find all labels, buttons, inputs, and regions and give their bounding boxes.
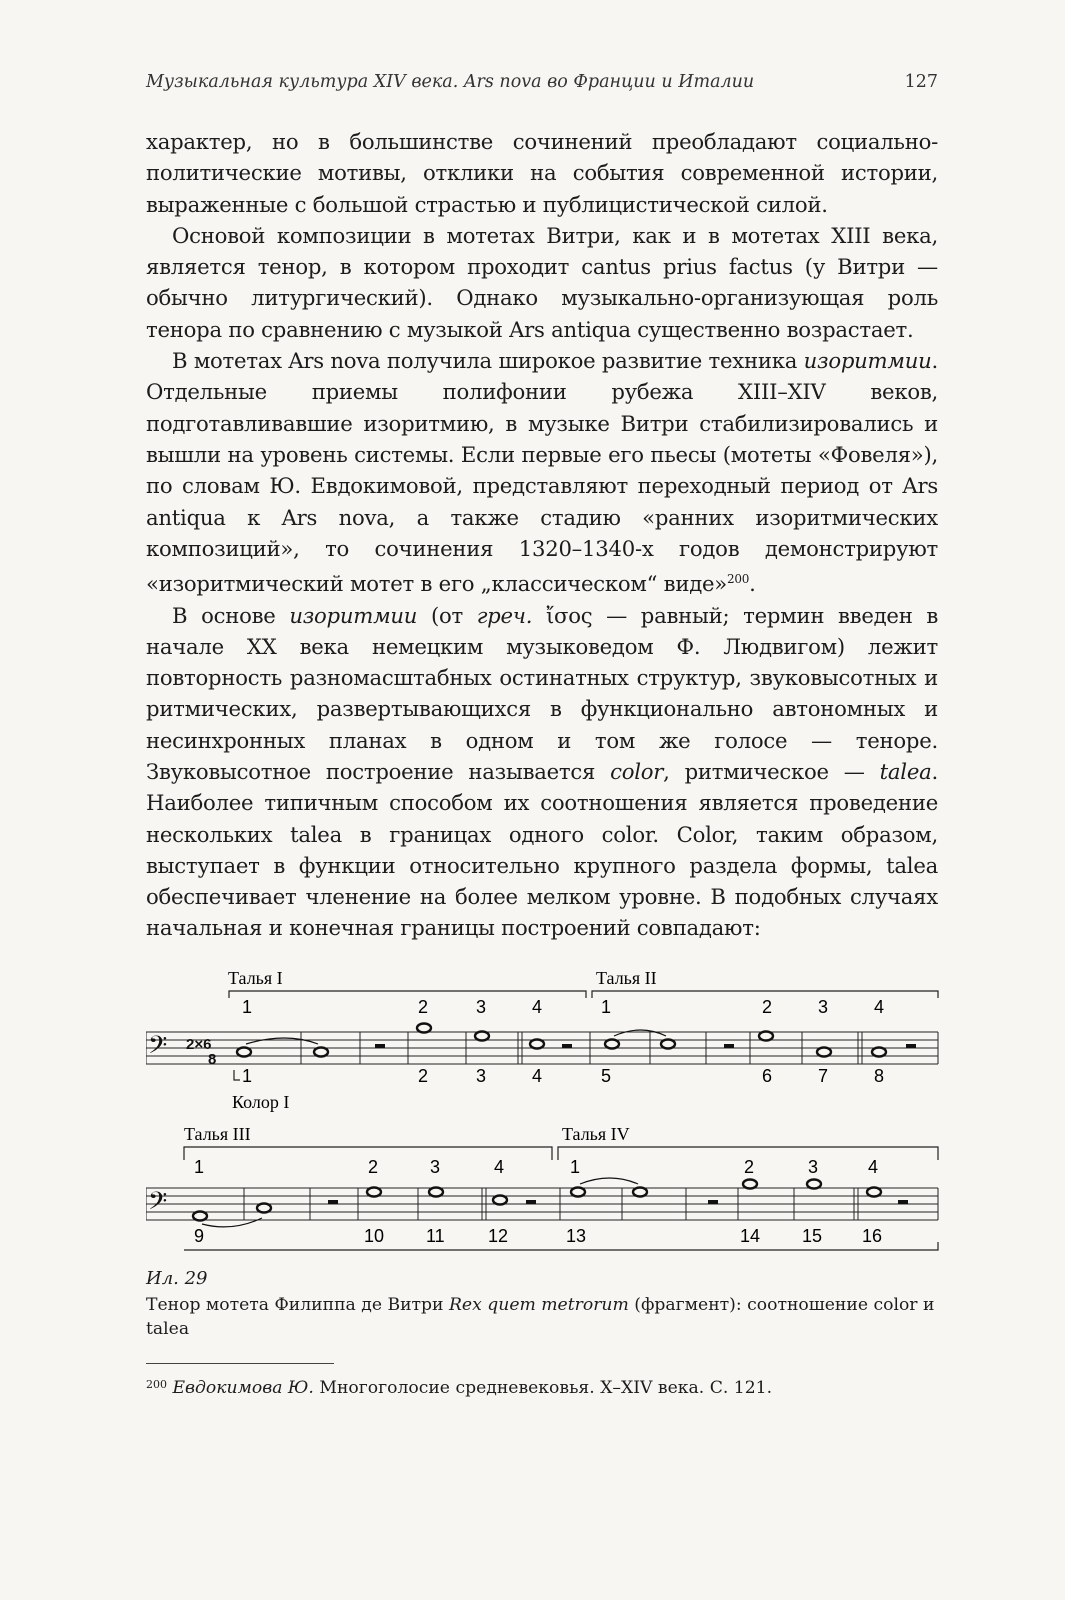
- color-number: 16: [862, 1226, 883, 1246]
- note-icon: [571, 1188, 585, 1197]
- talea-label: Талья II: [596, 968, 657, 988]
- talea-number: 2: [762, 997, 773, 1017]
- talea-number: 1: [570, 1157, 581, 1177]
- color-number: 10: [364, 1226, 385, 1246]
- time-signature-icon: 2×6: [186, 1036, 212, 1053]
- color-number: 11: [426, 1226, 445, 1246]
- text-run: В основе: [172, 602, 290, 628]
- footnote-number: 200: [146, 1378, 167, 1391]
- note-icon: [530, 1040, 544, 1049]
- text-run: . Отдельные приемы полифонии рубежа XIII–XIV веков, подготавливавшие изоритмию, в музыке Витри стабилизировались и вышли на уровень системы. Если первые его пьесы (мотеты «Фовеля»), по словам Ю. Евдокимовой, представляют переходный период от Ars antiqua к Ars nova, а также стадию «ранних изоритмических композиций», то сочинения 1320–1340-х годов демонстрируют «изоритмический мотет в его „классическом“ виде»: [146, 348, 938, 597]
- tie-icon: [246, 1038, 318, 1044]
- talea-number: 1: [242, 997, 253, 1017]
- note-icon: [367, 1188, 381, 1197]
- caption-work-title: Rex quem metrorum: [448, 1295, 629, 1315]
- body-text: [146, 126, 938, 944]
- talea-bracket: [184, 1147, 938, 1160]
- paragraph: [146, 345, 938, 599]
- rest-icon: [328, 1200, 338, 1204]
- paragraph: Основой композиции в мотетах Витри, как и в мотетах XIII века, является тенор, в котором проходит cantus prius factus (у Витри — обычно литургический). Однако музыкально-организующая роль тенора по сравнению с музыкой Ars antiqua существенно возрастает.: [146, 222, 938, 342]
- talea-number: 4: [532, 997, 543, 1017]
- figure-number: Ил. 29: [146, 1268, 208, 1289]
- talea-label: Талья IV: [562, 1124, 630, 1144]
- note-icon: [633, 1188, 647, 1197]
- color-number: 8: [874, 1066, 885, 1086]
- abbr-greek: греч.: [476, 602, 533, 628]
- rest-icon: [375, 1044, 385, 1048]
- color-bracket: [234, 1070, 240, 1080]
- note-icon: [193, 1212, 207, 1221]
- figure-caption: [146, 1293, 946, 1341]
- footnote-ref[interactable]: 200: [727, 572, 750, 587]
- term-isorhythm: изоритмии: [289, 602, 418, 628]
- rest-icon: [526, 1200, 536, 1204]
- note-icon: [429, 1188, 443, 1197]
- text-run: , ритмическое —: [663, 759, 880, 784]
- text-run: . Наиболее типичным способом их соотношения является проведение нескольких talea в границах одного color. Color, таким образом, выступает в функции относительно крупного раздела формы, talea обеспечивает членение на более мелком уровне. В подобных случаях начальная и конечная границы построений совпадают:: [146, 759, 938, 941]
- tie-icon: [202, 1218, 262, 1227]
- text-run: ἴσος — равный; термин введен в начале XX века немецким музыковедом Ф. Людвигом) лежит повторность разномасштабных остинатных структур, звуковысотных и ритмических, развертывающихся в функционально автономных и несинхронных планах в одном и том же голосе — теноре. Звуковысотное построение называется: [146, 602, 939, 784]
- note-icon: [743, 1180, 757, 1189]
- color-label: Колор I: [232, 1092, 290, 1112]
- talea-number: 2: [744, 1157, 755, 1177]
- note-icon: [475, 1032, 489, 1041]
- note-icon: [257, 1204, 271, 1213]
- color-number: 14: [740, 1226, 761, 1246]
- text-run: В мотетах Ars nova получила широкое развитие техника: [172, 348, 804, 374]
- term-color: color: [610, 759, 664, 784]
- note-icon: [661, 1040, 675, 1049]
- note-icon: [493, 1196, 507, 1205]
- running-head-title: Музыкальная культура XIV века. Ars nova во Франции и Италии: [146, 72, 755, 92]
- talea-number: 1: [601, 997, 612, 1017]
- note-icon: [237, 1048, 251, 1057]
- text-run: (от: [417, 602, 477, 628]
- note-icon: [817, 1048, 831, 1057]
- talea-number: 4: [868, 1157, 879, 1177]
- system-1: [146, 968, 938, 1112]
- color-number: 7: [818, 1066, 829, 1086]
- rest-icon: [906, 1044, 916, 1048]
- color-number: 12: [488, 1226, 509, 1246]
- talea-number: 3: [476, 997, 487, 1017]
- rests: [328, 1200, 908, 1204]
- talea-number: 3: [818, 997, 829, 1017]
- color-number: 6: [762, 1066, 773, 1086]
- rests: [375, 1044, 916, 1048]
- rest-icon: [562, 1044, 572, 1048]
- caption-text: Тенор мотета Филиппа де Витри: [146, 1295, 449, 1315]
- tie-icon: [580, 1178, 638, 1184]
- footnote-author: Евдокимова Ю.: [172, 1378, 314, 1398]
- rest-icon: [708, 1200, 718, 1204]
- music-notation: [146, 962, 946, 1258]
- color-number: 13: [566, 1226, 587, 1246]
- color-number: 4: [532, 1066, 543, 1086]
- page-number: 127: [904, 72, 938, 92]
- bass-clef-icon: 𝄢: [148, 1188, 168, 1221]
- rest-icon: [898, 1200, 908, 1204]
- footnote-text: Многоголосие средневековья. X–XIV века. С. 121.: [313, 1378, 773, 1398]
- rest-icon: [724, 1044, 734, 1048]
- color-bracket: [184, 1242, 938, 1250]
- note-icon: [314, 1048, 328, 1057]
- talea-number: 2: [368, 1157, 379, 1177]
- bass-clef-icon: 𝄢: [148, 1032, 168, 1065]
- music-figure: [146, 962, 946, 1262]
- paragraph: характер, но в большинстве сочинений преобладают социально-политические мотивы, отклики на события современной истории, выраженные с большой страстью и публицистической силой.: [146, 129, 938, 217]
- footnote: [146, 1376, 938, 1400]
- text-run: .: [749, 571, 756, 597]
- note-icon: [759, 1032, 773, 1041]
- system-2: [146, 1124, 938, 1250]
- talea-number: 2: [418, 997, 429, 1017]
- footnote-divider: [146, 1363, 334, 1364]
- color-number: 3: [476, 1066, 487, 1086]
- clef-and-time: [148, 1032, 216, 1068]
- term-isorhythm: изоритмии: [803, 348, 932, 374]
- term-talea: talea: [879, 759, 932, 784]
- talea-label: Талья III: [184, 1124, 251, 1144]
- color-number: 1: [242, 1066, 253, 1086]
- color-number: 15: [802, 1226, 823, 1246]
- running-head: [146, 72, 938, 92]
- talea-label: Талья I: [228, 968, 283, 988]
- paragraph: [146, 600, 938, 944]
- talea-number: 1: [194, 1157, 205, 1177]
- tie-icon: [614, 1030, 666, 1036]
- note-icon: [417, 1024, 431, 1033]
- note-icon: [872, 1048, 886, 1057]
- talea-bracket: [229, 991, 938, 998]
- caption-text: (фрагмент): соотношение color и talea: [146, 1295, 935, 1339]
- talea-number: 3: [430, 1157, 441, 1177]
- note-icon: [867, 1188, 881, 1197]
- note-icon: [807, 1180, 821, 1189]
- talea-number: 4: [494, 1157, 505, 1177]
- talea-number: 3: [808, 1157, 819, 1177]
- note-icon: [605, 1040, 619, 1049]
- time-signature-icon: 8: [208, 1051, 217, 1068]
- talea-number: 4: [874, 997, 885, 1017]
- color-number: 5: [601, 1066, 612, 1086]
- color-number: 9: [194, 1226, 205, 1246]
- color-number: 2: [418, 1066, 429, 1086]
